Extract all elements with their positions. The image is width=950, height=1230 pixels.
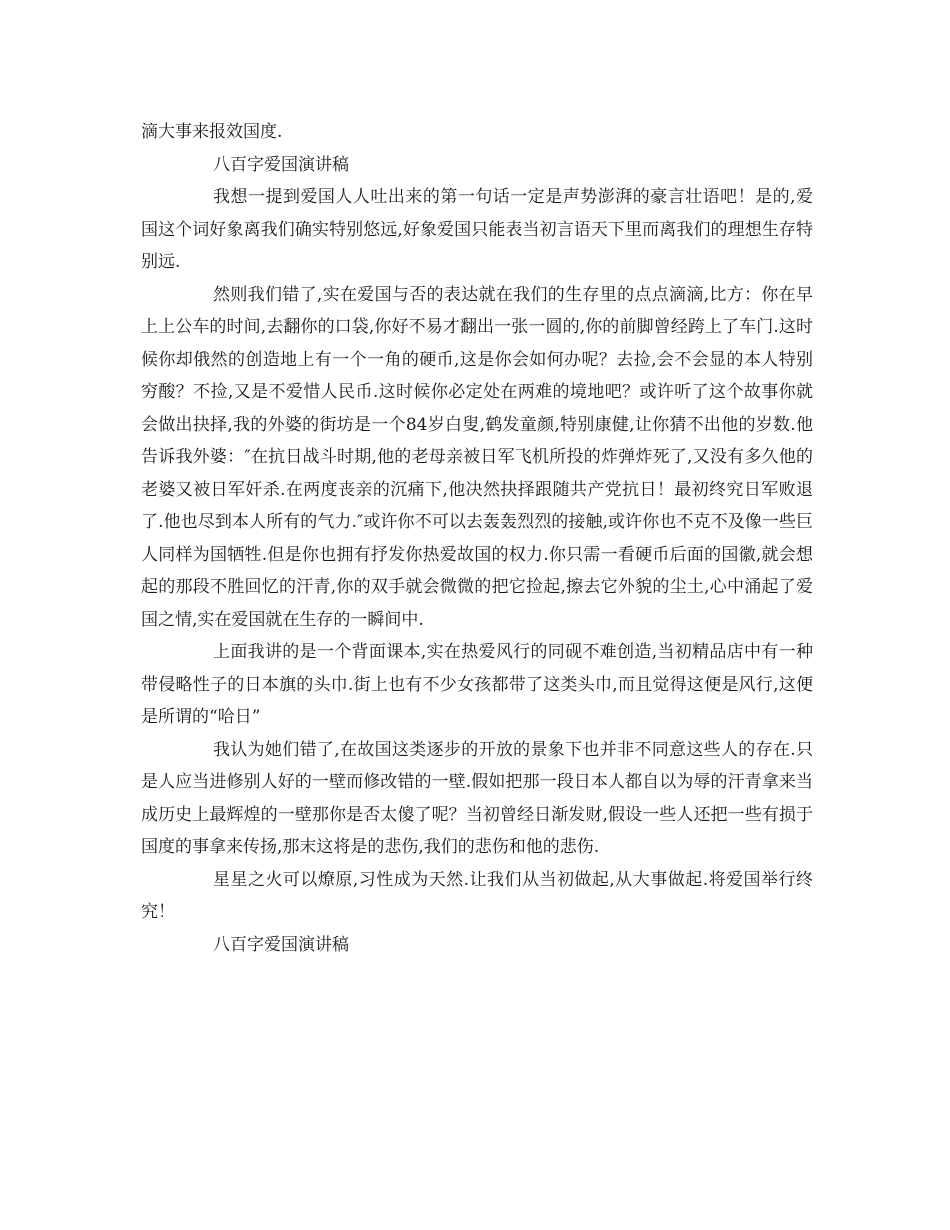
- paragraph-continuation: 滴大事来报效国度.: [141, 122, 283, 142]
- section-heading: 八百字爱国演讲稿: [213, 934, 349, 955]
- paragraph: 然则我们错了,实在爱国与否的表达就在我们的生存里的点点滴滴,比方：你在早上上公车的时间,去翻你的口袋,你好不易才翻出一张一圆的,你的前脚曾经跨上了车门.这时候你却俄然的创造地上有一个一角的硬币,这是你会如何办呢？去捡,会不会显的本人特别穷酸？不捡,又是不爱惜人民币.这时候你必定处在两难的境地吧？或许听了这个故事你就会做出抉择,我的外婆的街坊是一个84岁白叟,鹤发童颜,特别康健,让你猜不出他的岁数.他告诉我外婆：″在抗日战斗时期,他的老母亲被日军飞机所投的炸弹炸死了,又没有多久他的老婆又被日军奸杀.在两度丧亲的沉痛下,他决然抉择跟随共产党抗日！最初终究日军败退了.他也尽到本人所有的气力.″或许你不可以去轰轰烈烈的接触,或许你也不克不及像一些巨人同样为国牺牲.但是你也拥有抒发你热爱故国的权力.你只需一看硬币后面的国徽,就会想起的那段不胜回忆的汗青,你的双手就会微微的把它捡起,擦去它外貌的尘土,心中涌起了爱国之情,实在爱国就在生存的一瞬间中.: [141, 284, 813, 630]
- paragraph: 星星之火可以燎原,习性成为天然.让我们从当初做起,从大事做起.将爱国举行终究！: [141, 869, 813, 922]
- section-heading: 八百字爱国演讲稿: [213, 154, 349, 175]
- paragraph: 我认为她们错了,在故国这类逐步的开放的景象下也并非不同意这些人的存在.只是人应当进修别人好的一壁而修改错的一壁.假如把那一段日本人都自以为辱的汗青拿来当成历史上最辉煌的一壁那你是否太傻了呢？当初曾经日渐发财,假设一些人还把一些有损于国度的事拿来传扬,那末这将是的悲伤,我们的悲伤和他的悲伤.: [141, 739, 813, 857]
- paragraph: 上面我讲的是一个背面课本,实在热爱风行的同砚不难创造,当初精品店中有一种带侵略性子的日本旗的头巾.街上也有不少女孩都带了这类头巾,而且觉得这便是风行,这便是所谓的“哈日”: [141, 642, 813, 727]
- document-body: [141, 116, 813, 961]
- paragraph: 我想一提到爱国人人吐出来的第一句话一定是声势澎湃的豪言壮语吧！是的,爱国这个词好象离我们确实特别悠远,好象爱国只能表当初言语天下里而离我们的理想生存特别远.: [141, 187, 813, 272]
